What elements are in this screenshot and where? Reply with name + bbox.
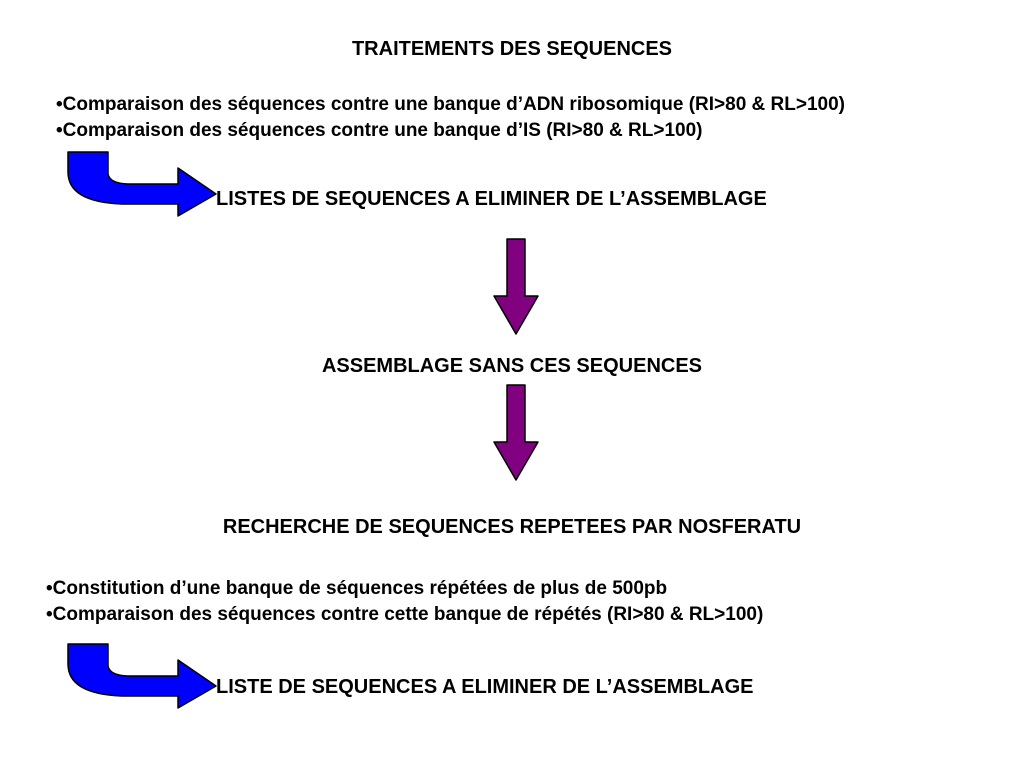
bullet-item: • Comparaison des séquences contre cette banque de répétés (RI>80 & RL>100) [46,602,763,628]
bullet-item: • Comparaison des séquences contre une banque d’ADN ribosomique (RI>80 & RL>100) [56,92,845,118]
bullet-item: • Comparaison des séquences contre une banque d’IS (RI>80 & RL>100) [56,118,845,144]
result-liste: LISTE DE SEQUENCES A ELIMINER DE L’ASSEMBLAGE [216,676,754,698]
title-traitements: TRAITEMENTS DES SEQUENCES [351,38,673,60]
down-arrow-icon [493,384,539,482]
curved-arrow-icon [60,148,230,220]
curved-arrow-icon [60,640,230,712]
bullet-list-1 [56,92,845,144]
down-arrow-icon [493,238,539,336]
title-assemblage: ASSEMBLAGE SANS CES SEQUENCES [321,355,703,377]
bullet-item: • Constitution d’une banque de séquences répétées de plus de 500pb [46,576,763,602]
bullet-list-2 [46,576,763,628]
title-recherche: RECHERCHE DE SEQUENCES REPETEES PAR NOSFERATU [222,516,802,538]
result-listes: LISTES DE SEQUENCES A ELIMINER DE L’ASSEMBLAGE [216,188,767,210]
